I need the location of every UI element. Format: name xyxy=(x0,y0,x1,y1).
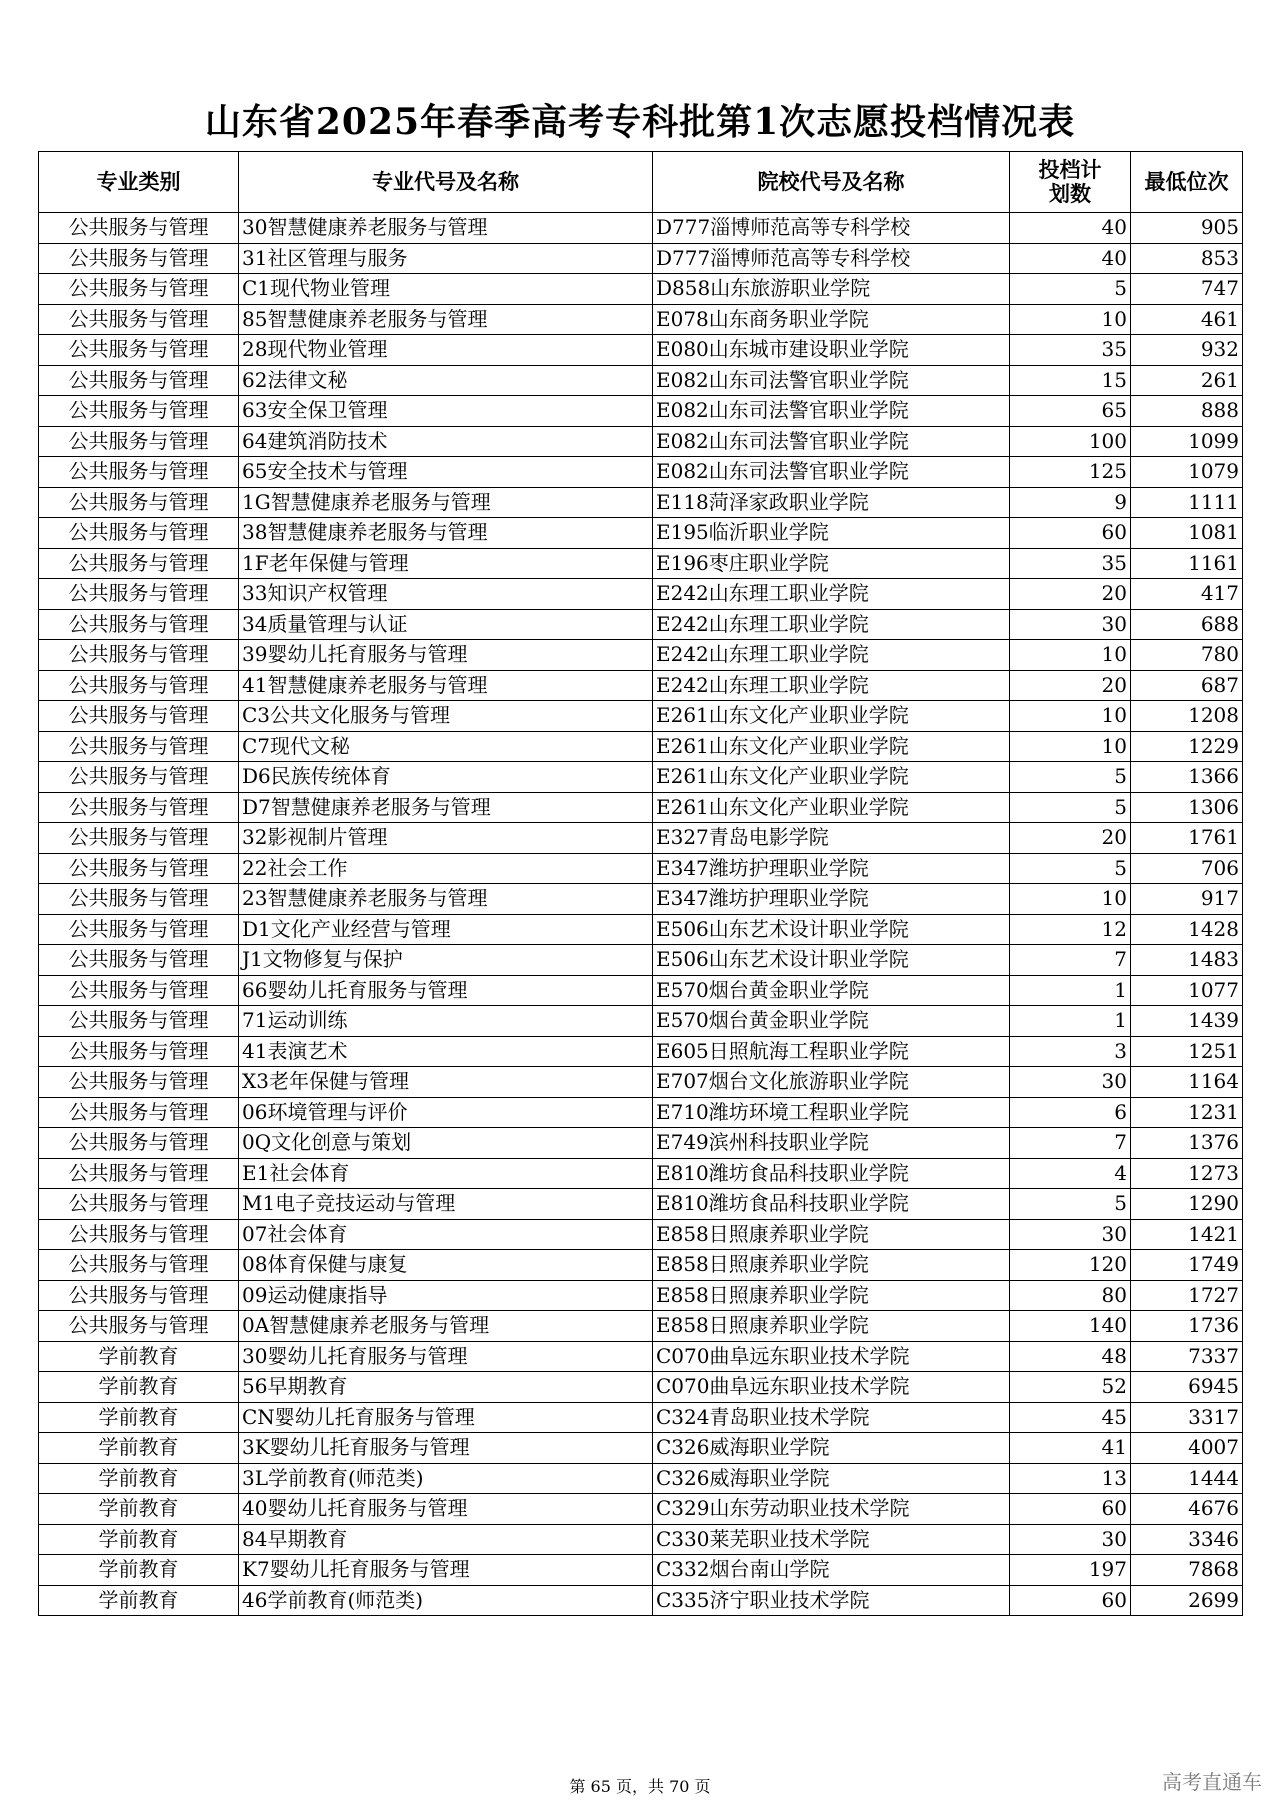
cell-school: E858日照康养职业学院 xyxy=(653,1250,1010,1281)
cell-major: 06环境管理与评价 xyxy=(239,1097,653,1128)
table-header-row xyxy=(39,152,1243,213)
cell-plan: 7 xyxy=(1010,1128,1131,1159)
cell-category: 公共服务与管理 xyxy=(39,213,239,244)
cell-major: 65安全技术与管理 xyxy=(239,457,653,488)
cell-category: 公共服务与管理 xyxy=(39,518,239,549)
cell-school: C324青岛职业技术学院 xyxy=(653,1402,1010,1433)
cell-category: 公共服务与管理 xyxy=(39,945,239,976)
cell-category: 公共服务与管理 xyxy=(39,487,239,518)
table-row xyxy=(39,426,1243,457)
cell-min-rank: 1483 xyxy=(1131,945,1243,976)
cell-category: 学前教育 xyxy=(39,1555,239,1586)
cell-min-rank: 687 xyxy=(1131,670,1243,701)
cell-category: 公共服务与管理 xyxy=(39,670,239,701)
table-row xyxy=(39,914,1243,945)
table-row xyxy=(39,731,1243,762)
cell-plan: 10 xyxy=(1010,731,1131,762)
cell-major: 1G智慧健康养老服务与管理 xyxy=(239,487,653,518)
cell-plan: 30 xyxy=(1010,1524,1131,1555)
cell-major: 30婴幼儿托育服务与管理 xyxy=(239,1341,653,1372)
cell-school: E242山东理工职业学院 xyxy=(653,670,1010,701)
table-row xyxy=(39,1067,1243,1098)
table-row xyxy=(39,548,1243,579)
table-row xyxy=(39,274,1243,305)
table-row xyxy=(39,1006,1243,1037)
cell-min-rank: 1079 xyxy=(1131,457,1243,488)
page-number: 第 65 页，共 70 页 xyxy=(569,1777,711,1796)
cell-major: 08体育保健与康复 xyxy=(239,1250,653,1281)
cell-category: 公共服务与管理 xyxy=(39,701,239,732)
cell-school: E196枣庄职业学院 xyxy=(653,548,1010,579)
cell-min-rank: 4007 xyxy=(1131,1433,1243,1464)
cell-category: 公共服务与管理 xyxy=(39,274,239,305)
cell-category: 公共服务与管理 xyxy=(39,853,239,884)
cell-min-rank: 1273 xyxy=(1131,1158,1243,1189)
table-row xyxy=(39,1097,1243,1128)
table-row xyxy=(39,1372,1243,1403)
cell-plan: 1 xyxy=(1010,975,1131,1006)
table-row xyxy=(39,792,1243,823)
cell-school: E347潍坊护理职业学院 xyxy=(653,884,1010,915)
cell-category: 公共服务与管理 xyxy=(39,335,239,366)
table-row xyxy=(39,609,1243,640)
cell-major: 41智慧健康养老服务与管理 xyxy=(239,670,653,701)
cell-school: D777淄博师范高等专科学校 xyxy=(653,213,1010,244)
cell-plan: 35 xyxy=(1010,335,1131,366)
cell-major: 34质量管理与认证 xyxy=(239,609,653,640)
cell-plan: 3 xyxy=(1010,1036,1131,1067)
cell-plan: 10 xyxy=(1010,304,1131,335)
table-row xyxy=(39,243,1243,274)
cell-plan: 10 xyxy=(1010,884,1131,915)
cell-major: 71运动训练 xyxy=(239,1006,653,1037)
cell-school: C326威海职业学院 xyxy=(653,1433,1010,1464)
cell-major: 33知识产权管理 xyxy=(239,579,653,610)
cell-plan: 48 xyxy=(1010,1341,1131,1372)
cell-min-rank: 1208 xyxy=(1131,701,1243,732)
cell-category: 公共服务与管理 xyxy=(39,1006,239,1037)
cell-plan: 12 xyxy=(1010,914,1131,945)
cell-category: 学前教育 xyxy=(39,1402,239,1433)
cell-major: 1F老年保健与管理 xyxy=(239,548,653,579)
cell-plan: 13 xyxy=(1010,1463,1131,1494)
cell-min-rank: 853 xyxy=(1131,243,1243,274)
cell-school: E195临沂职业学院 xyxy=(653,518,1010,549)
cell-min-rank: 417 xyxy=(1131,579,1243,610)
cell-plan: 5 xyxy=(1010,274,1131,305)
cell-school: E242山东理工职业学院 xyxy=(653,609,1010,640)
table-row xyxy=(39,396,1243,427)
page-title: 山东省2025年春季高考专科批第1次志愿投档情况表 xyxy=(204,101,1076,143)
table-row xyxy=(39,1219,1243,1250)
cell-school: E118菏泽家政职业学院 xyxy=(653,487,1010,518)
cell-major: 40婴幼儿托育服务与管理 xyxy=(239,1494,653,1525)
cell-min-rank: 1290 xyxy=(1131,1189,1243,1220)
cell-min-rank: 2699 xyxy=(1131,1585,1243,1616)
cell-category: 公共服务与管理 xyxy=(39,1219,239,1250)
cell-major: D7智慧健康养老服务与管理 xyxy=(239,792,653,823)
table-row xyxy=(39,1494,1243,1525)
cell-school: E710潍坊环境工程职业学院 xyxy=(653,1097,1010,1128)
header-school: 院校代号及名称 xyxy=(653,152,1010,213)
cell-school: E242山东理工职业学院 xyxy=(653,579,1010,610)
cell-min-rank: 1421 xyxy=(1131,1219,1243,1250)
cell-min-rank: 1164 xyxy=(1131,1067,1243,1098)
cell-min-rank: 1229 xyxy=(1131,731,1243,762)
cell-min-rank: 1439 xyxy=(1131,1006,1243,1037)
cell-plan: 5 xyxy=(1010,792,1131,823)
table-row xyxy=(39,1158,1243,1189)
cell-min-rank: 706 xyxy=(1131,853,1243,884)
table-row xyxy=(39,884,1243,915)
cell-min-rank: 1161 xyxy=(1131,548,1243,579)
cell-major: K7婴幼儿托育服务与管理 xyxy=(239,1555,653,1586)
cell-plan: 10 xyxy=(1010,640,1131,671)
cell-plan: 6 xyxy=(1010,1097,1131,1128)
cell-category: 公共服务与管理 xyxy=(39,792,239,823)
cell-min-rank: 7868 xyxy=(1131,1555,1243,1586)
cell-plan: 40 xyxy=(1010,213,1131,244)
cell-school: E570烟台黄金职业学院 xyxy=(653,975,1010,1006)
cell-min-rank: 747 xyxy=(1131,274,1243,305)
table-row xyxy=(39,945,1243,976)
cell-category: 公共服务与管理 xyxy=(39,426,239,457)
cell-min-rank: 780 xyxy=(1131,640,1243,671)
cell-min-rank: 1251 xyxy=(1131,1036,1243,1067)
cell-plan: 120 xyxy=(1010,1250,1131,1281)
cell-school: E858日照康养职业学院 xyxy=(653,1219,1010,1250)
cell-category: 公共服务与管理 xyxy=(39,1158,239,1189)
admission-table xyxy=(38,151,1243,1616)
cell-major: 07社会体育 xyxy=(239,1219,653,1250)
cell-category: 学前教育 xyxy=(39,1433,239,1464)
cell-min-rank: 1428 xyxy=(1131,914,1243,945)
cell-major: 84早期教育 xyxy=(239,1524,653,1555)
cell-plan: 7 xyxy=(1010,945,1131,976)
table-row xyxy=(39,1433,1243,1464)
cell-min-rank: 1077 xyxy=(1131,975,1243,1006)
table-row xyxy=(39,975,1243,1006)
cell-min-rank: 4676 xyxy=(1131,1494,1243,1525)
watermark: 高考直通车 xyxy=(1162,1770,1262,1794)
cell-major: M1电子竞技运动与管理 xyxy=(239,1189,653,1220)
cell-min-rank: 888 xyxy=(1131,396,1243,427)
cell-category: 学前教育 xyxy=(39,1524,239,1555)
cell-plan: 20 xyxy=(1010,823,1131,854)
table-row xyxy=(39,304,1243,335)
cell-major: 09运动健康指导 xyxy=(239,1280,653,1311)
cell-min-rank: 7337 xyxy=(1131,1341,1243,1372)
cell-major: 30智慧健康养老服务与管理 xyxy=(239,213,653,244)
table-row xyxy=(39,579,1243,610)
cell-school: E327青岛电影学院 xyxy=(653,823,1010,854)
header-min-rank: 最低位次 xyxy=(1131,152,1243,213)
table-row xyxy=(39,1585,1243,1616)
cell-major: 0Q文化创意与策划 xyxy=(239,1128,653,1159)
cell-min-rank: 1306 xyxy=(1131,792,1243,823)
cell-plan: 20 xyxy=(1010,670,1131,701)
cell-school: C070曲阜远东职业技术学院 xyxy=(653,1372,1010,1403)
cell-major: 85智慧健康养老服务与管理 xyxy=(239,304,653,335)
cell-min-rank: 1761 xyxy=(1131,823,1243,854)
cell-category: 学前教育 xyxy=(39,1463,239,1494)
cell-plan: 60 xyxy=(1010,1585,1131,1616)
cell-plan: 1 xyxy=(1010,1006,1131,1037)
table-row xyxy=(39,762,1243,793)
cell-school: C335济宁职业技术学院 xyxy=(653,1585,1010,1616)
cell-plan: 30 xyxy=(1010,1067,1131,1098)
cell-school: E858日照康养职业学院 xyxy=(653,1311,1010,1342)
cell-category: 公共服务与管理 xyxy=(39,243,239,274)
table-row xyxy=(39,365,1243,396)
header-major: 专业代号及名称 xyxy=(239,152,653,213)
cell-min-rank: 905 xyxy=(1131,213,1243,244)
cell-school: E570烟台黄金职业学院 xyxy=(653,1006,1010,1037)
cell-category: 公共服务与管理 xyxy=(39,579,239,610)
table-row xyxy=(39,1402,1243,1433)
cell-school: D777淄博师范高等专科学校 xyxy=(653,243,1010,274)
cell-category: 公共服务与管理 xyxy=(39,396,239,427)
cell-min-rank: 932 xyxy=(1131,335,1243,366)
cell-school: E080山东城市建设职业学院 xyxy=(653,335,1010,366)
cell-school: E605日照航海工程职业学院 xyxy=(653,1036,1010,1067)
cell-plan: 60 xyxy=(1010,518,1131,549)
cell-category: 学前教育 xyxy=(39,1585,239,1616)
cell-plan: 140 xyxy=(1010,1311,1131,1342)
table-row xyxy=(39,853,1243,884)
cell-category: 公共服务与管理 xyxy=(39,914,239,945)
table-row xyxy=(39,670,1243,701)
cell-major: D1文化产业经营与管理 xyxy=(239,914,653,945)
cell-category: 公共服务与管理 xyxy=(39,640,239,671)
cell-major: 23智慧健康养老服务与管理 xyxy=(239,884,653,915)
cell-min-rank: 3346 xyxy=(1131,1524,1243,1555)
cell-plan: 52 xyxy=(1010,1372,1131,1403)
cell-major: CN婴幼儿托育服务与管理 xyxy=(239,1402,653,1433)
header-plan xyxy=(1010,152,1131,213)
table-row xyxy=(39,1128,1243,1159)
cell-plan: 5 xyxy=(1010,853,1131,884)
table-body xyxy=(39,213,1243,1616)
cell-min-rank: 1366 xyxy=(1131,762,1243,793)
cell-school: E082山东司法警官职业学院 xyxy=(653,365,1010,396)
table-row xyxy=(39,640,1243,671)
cell-school: E506山东艺术设计职业学院 xyxy=(653,945,1010,976)
cell-major: C7现代文秘 xyxy=(239,731,653,762)
cell-category: 公共服务与管理 xyxy=(39,304,239,335)
cell-category: 学前教育 xyxy=(39,1372,239,1403)
cell-min-rank: 917 xyxy=(1131,884,1243,915)
cell-school: C332烟台南山学院 xyxy=(653,1555,1010,1586)
cell-major: X3老年保健与管理 xyxy=(239,1067,653,1098)
cell-major: D6民族传统体育 xyxy=(239,762,653,793)
cell-plan: 4 xyxy=(1010,1158,1131,1189)
cell-school: E082山东司法警官职业学院 xyxy=(653,396,1010,427)
cell-plan: 15 xyxy=(1010,365,1131,396)
cell-major: 22社会工作 xyxy=(239,853,653,884)
cell-category: 公共服务与管理 xyxy=(39,1097,239,1128)
table-row xyxy=(39,701,1243,732)
cell-school: D858山东旅游职业学院 xyxy=(653,274,1010,305)
cell-school: C330莱芜职业技术学院 xyxy=(653,1524,1010,1555)
cell-plan: 80 xyxy=(1010,1280,1131,1311)
cell-school: E506山东艺术设计职业学院 xyxy=(653,914,1010,945)
cell-school: E261山东文化产业职业学院 xyxy=(653,762,1010,793)
cell-school: E082山东司法警官职业学院 xyxy=(653,426,1010,457)
cell-min-rank: 1727 xyxy=(1131,1280,1243,1311)
cell-major: 38智慧健康养老服务与管理 xyxy=(239,518,653,549)
cell-min-rank: 1111 xyxy=(1131,487,1243,518)
cell-school: E082山东司法警官职业学院 xyxy=(653,457,1010,488)
table-row xyxy=(39,1250,1243,1281)
table-row xyxy=(39,823,1243,854)
cell-school: C326威海职业学院 xyxy=(653,1463,1010,1494)
cell-min-rank: 6945 xyxy=(1131,1372,1243,1403)
cell-major: 64建筑消防技术 xyxy=(239,426,653,457)
table-row xyxy=(39,335,1243,366)
cell-school: E261山东文化产业职业学院 xyxy=(653,731,1010,762)
cell-major: 62法律文秘 xyxy=(239,365,653,396)
cell-plan: 20 xyxy=(1010,579,1131,610)
table-row xyxy=(39,487,1243,518)
cell-min-rank: 1231 xyxy=(1131,1097,1243,1128)
cell-plan: 9 xyxy=(1010,487,1131,518)
table-row xyxy=(39,1463,1243,1494)
table-row xyxy=(39,1189,1243,1220)
cell-major: 56早期教育 xyxy=(239,1372,653,1403)
cell-major: 32影视制片管理 xyxy=(239,823,653,854)
cell-major: 3L学前教育(师范类) xyxy=(239,1463,653,1494)
cell-category: 公共服务与管理 xyxy=(39,548,239,579)
cell-school: E749滨州科技职业学院 xyxy=(653,1128,1010,1159)
cell-min-rank: 1444 xyxy=(1131,1463,1243,1494)
cell-plan: 125 xyxy=(1010,457,1131,488)
table-row xyxy=(39,518,1243,549)
table-row xyxy=(39,1524,1243,1555)
cell-category: 公共服务与管理 xyxy=(39,1250,239,1281)
cell-category: 公共服务与管理 xyxy=(39,1036,239,1067)
cell-min-rank: 1749 xyxy=(1131,1250,1243,1281)
cell-plan: 60 xyxy=(1010,1494,1131,1525)
cell-category: 公共服务与管理 xyxy=(39,1067,239,1098)
cell-major: 28现代物业管理 xyxy=(239,335,653,366)
cell-major: 41表演艺术 xyxy=(239,1036,653,1067)
cell-plan: 197 xyxy=(1010,1555,1131,1586)
cell-school: C070曲阜远东职业技术学院 xyxy=(653,1341,1010,1372)
table-row xyxy=(39,457,1243,488)
cell-plan: 41 xyxy=(1010,1433,1131,1464)
cell-min-rank: 1736 xyxy=(1131,1311,1243,1342)
cell-school: E261山东文化产业职业学院 xyxy=(653,701,1010,732)
cell-category: 公共服务与管理 xyxy=(39,823,239,854)
table-row xyxy=(39,1280,1243,1311)
cell-plan: 10 xyxy=(1010,701,1131,732)
cell-category: 公共服务与管理 xyxy=(39,762,239,793)
cell-category: 公共服务与管理 xyxy=(39,1280,239,1311)
cell-school: E078山东商务职业学院 xyxy=(653,304,1010,335)
table-row xyxy=(39,1555,1243,1586)
cell-category: 公共服务与管理 xyxy=(39,884,239,915)
cell-category: 公共服务与管理 xyxy=(39,1189,239,1220)
cell-school: E242山东理工职业学院 xyxy=(653,640,1010,671)
cell-min-rank: 261 xyxy=(1131,365,1243,396)
cell-min-rank: 461 xyxy=(1131,304,1243,335)
cell-major: J1文物修复与保护 xyxy=(239,945,653,976)
cell-category: 公共服务与管理 xyxy=(39,1311,239,1342)
cell-category: 公共服务与管理 xyxy=(39,365,239,396)
cell-plan: 65 xyxy=(1010,396,1131,427)
cell-major: 66婴幼儿托育服务与管理 xyxy=(239,975,653,1006)
cell-category: 学前教育 xyxy=(39,1341,239,1372)
cell-school: E347潍坊护理职业学院 xyxy=(653,853,1010,884)
cell-min-rank: 3317 xyxy=(1131,1402,1243,1433)
cell-plan: 5 xyxy=(1010,1189,1131,1220)
table-row xyxy=(39,1311,1243,1342)
cell-plan: 45 xyxy=(1010,1402,1131,1433)
header-plan-text: 投档计划数 xyxy=(1038,157,1102,206)
cell-school: E810潍坊食品科技职业学院 xyxy=(653,1158,1010,1189)
cell-plan: 35 xyxy=(1010,548,1131,579)
cell-min-rank: 1081 xyxy=(1131,518,1243,549)
cell-school: E707烟台文化旅游职业学院 xyxy=(653,1067,1010,1098)
cell-plan: 5 xyxy=(1010,762,1131,793)
cell-min-rank: 1376 xyxy=(1131,1128,1243,1159)
cell-major: 39婴幼儿托育服务与管理 xyxy=(239,640,653,671)
cell-plan: 30 xyxy=(1010,1219,1131,1250)
cell-school: E858日照康养职业学院 xyxy=(653,1280,1010,1311)
cell-category: 公共服务与管理 xyxy=(39,609,239,640)
cell-min-rank: 1099 xyxy=(1131,426,1243,457)
table-row xyxy=(39,213,1243,244)
cell-major: C1现代物业管理 xyxy=(239,274,653,305)
cell-major: 0A智慧健康养老服务与管理 xyxy=(239,1311,653,1342)
cell-major: 46学前教育(师范类) xyxy=(239,1585,653,1616)
cell-category: 公共服务与管理 xyxy=(39,1128,239,1159)
table-row xyxy=(39,1036,1243,1067)
cell-major: 3K婴幼儿托育服务与管理 xyxy=(239,1433,653,1464)
cell-major: 31社区管理与服务 xyxy=(239,243,653,274)
cell-school: E261山东文化产业职业学院 xyxy=(653,792,1010,823)
cell-plan: 30 xyxy=(1010,609,1131,640)
table-row xyxy=(39,1341,1243,1372)
cell-major: C3公共文化服务与管理 xyxy=(239,701,653,732)
cell-plan: 100 xyxy=(1010,426,1131,457)
cell-category: 学前教育 xyxy=(39,1494,239,1525)
cell-major: 63安全保卫管理 xyxy=(239,396,653,427)
cell-category: 公共服务与管理 xyxy=(39,975,239,1006)
cell-major: E1社会体育 xyxy=(239,1158,653,1189)
cell-category: 公共服务与管理 xyxy=(39,731,239,762)
cell-school: E810潍坊食品科技职业学院 xyxy=(653,1189,1010,1220)
header-category: 专业类别 xyxy=(39,152,239,213)
cell-category: 公共服务与管理 xyxy=(39,457,239,488)
cell-school: C329山东劳动职业技术学院 xyxy=(653,1494,1010,1525)
cell-min-rank: 688 xyxy=(1131,609,1243,640)
cell-plan: 40 xyxy=(1010,243,1131,274)
